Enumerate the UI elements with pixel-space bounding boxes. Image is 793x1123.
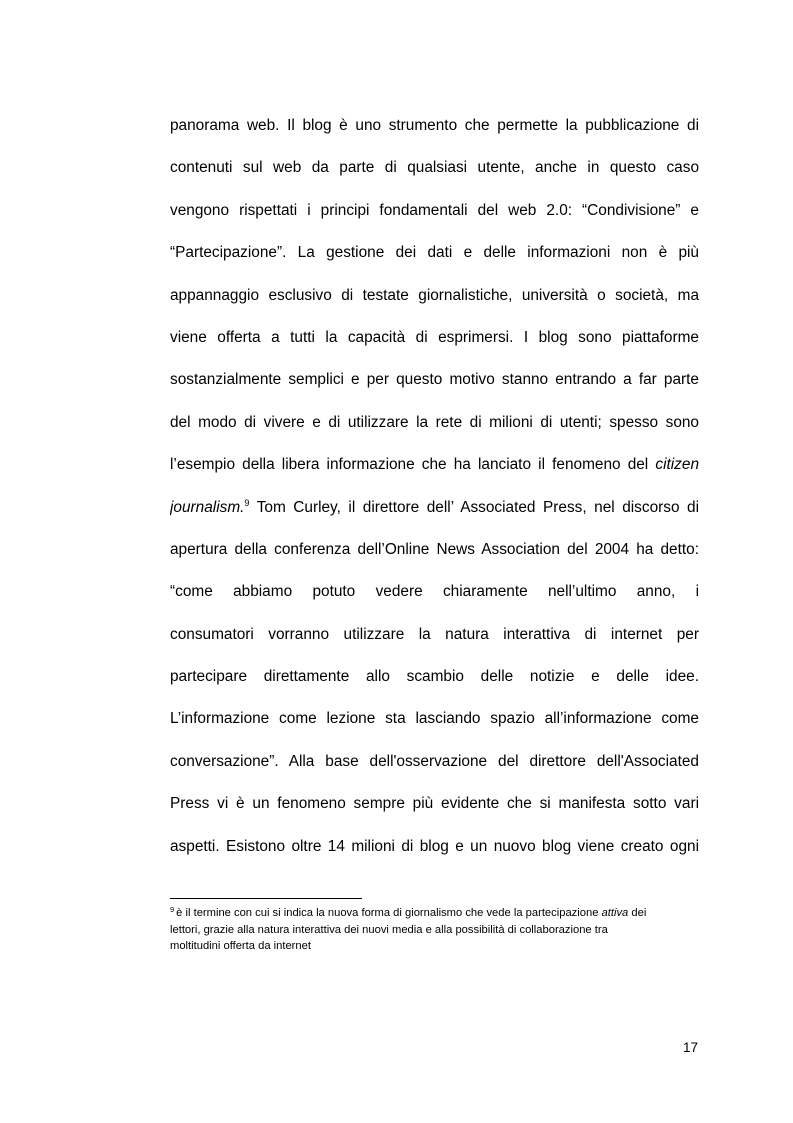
footnote-line (170, 905, 699, 922)
text-line: consumatori vorranno utilizzare la natura interattiva di internet per (170, 625, 699, 643)
text-line: “come abbiamo potuto vedere chiaramente nell’ultimo anno, i (170, 583, 699, 601)
italic-term: journalism. (170, 498, 245, 516)
footnote-line: lettori, grazie alla natura interattiva dei nuovi media e alla possibilità di collaborazione tra (170, 923, 608, 936)
footnote (170, 905, 699, 955)
text-line: contenuti sul web da parte di qualsiasi utente, anche in questo caso (170, 159, 699, 177)
text-line: viene offerta a tutti la capacità di esprimersi. I blog sono piattaforme (170, 328, 699, 346)
page-number: 17 (682, 1040, 698, 1055)
text-line: sostanzialmente semplici e per questo motivo stanno entrando a far parte (170, 371, 699, 389)
body-paragraph (170, 111, 699, 874)
text-line: partecipare direttamente allo scambio delle notizie e delle idee. (170, 668, 699, 686)
text-line: panorama web. Il blog è uno strumento che permette la pubblicazione di (170, 117, 699, 134)
footnote-number: 9 (170, 905, 175, 914)
footnote-italic: attiva (601, 907, 629, 919)
footnote-reference[interactable]: 9 (244, 497, 250, 508)
text-line (170, 493, 699, 535)
text-line: “Partecipazione”. La gestione dei dati e delle informazioni non è più (170, 244, 699, 262)
text-line: vengono rispettati i principi fondamentali del web 2.0: “Condivisione” e (170, 201, 699, 219)
italic-term: citizen (655, 456, 699, 474)
text-line (170, 450, 699, 492)
footnote-separator (170, 898, 362, 899)
footnote-text: dei (631, 907, 647, 919)
text-line-segment: Tom Curley, il direttore dell’ Associated Press, nel discorso di (256, 498, 699, 516)
footnote-line: moltitudini offerta da internet (170, 940, 311, 952)
text-line: apertura della conferenza dell’Online News Association del 2004 ha detto: (170, 540, 699, 558)
text-line: aspetti. Esistono oltre 14 milioni di blog e un nuovo blog viene creato ogni (170, 837, 699, 855)
footnote-text: è il termine con cui si indica la nuova forma di giornalismo che vede la partecipazione (176, 907, 599, 919)
text-line: del modo di vivere e di utilizzare la rete di milioni di utenti; spesso sono (170, 413, 699, 431)
text-line: L’informazione come lezione sta lasciando spazio all’informazione come (170, 710, 699, 728)
text-line: conversazione”. Alla base dell'osservazione del direttore dell'Associated (170, 752, 699, 770)
text-line: Press vi è un fenomeno sempre più evidente che si manifesta sotto vari (170, 795, 699, 813)
text-line-segment: l’esempio della libera informazione che ha lanciato il fenomeno del (170, 456, 649, 474)
text-line: appannaggio esclusivo di testate giornalistiche, università o società, ma (170, 286, 699, 304)
